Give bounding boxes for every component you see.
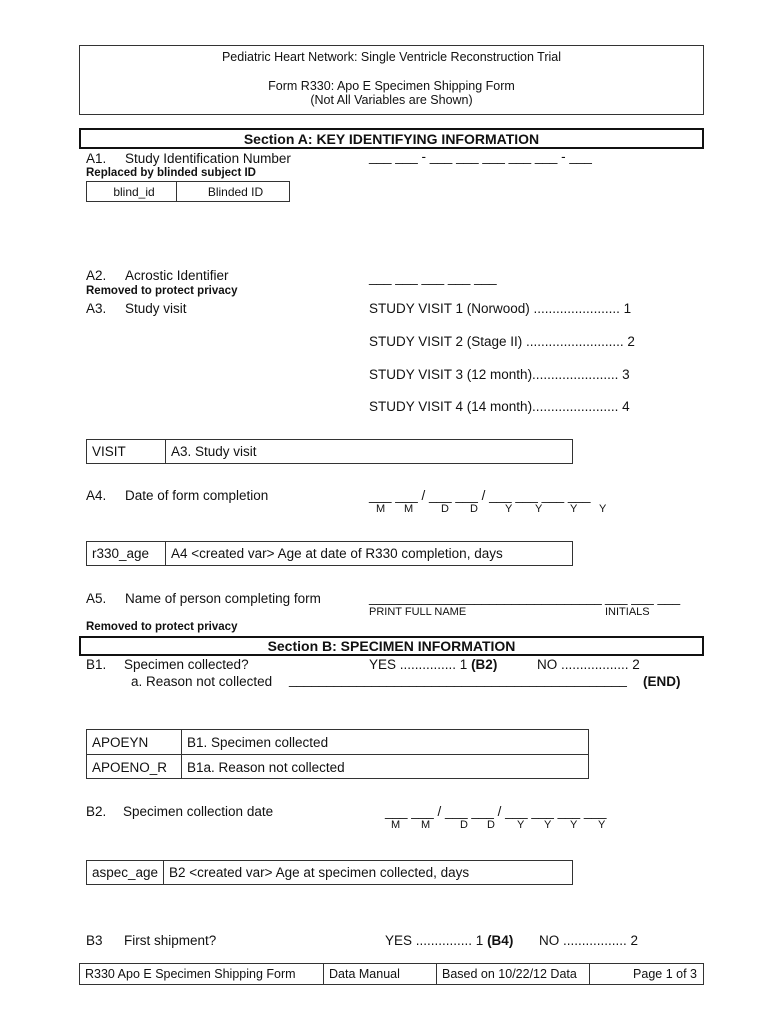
a1-var-desc: Blinded ID bbox=[207, 184, 264, 199]
b1-var-name: APOEYN bbox=[87, 730, 182, 754]
a4-date-letters bbox=[369, 503, 629, 517]
a3-var-name: VISIT bbox=[87, 440, 166, 463]
a5-initials-label: INITIALS bbox=[605, 606, 650, 618]
a3-label: Study visit bbox=[125, 301, 187, 316]
form-header bbox=[79, 45, 704, 115]
a4-letter: M bbox=[376, 503, 386, 515]
header-line3: (Not All Variables are Shown) bbox=[310, 93, 473, 107]
a4-letter: M bbox=[404, 503, 414, 515]
b3-yes-text: YES ............... 1 bbox=[385, 933, 484, 948]
b1-no-option[interactable]: NO .................. 2 bbox=[537, 657, 640, 672]
b2-date-letters bbox=[385, 819, 625, 833]
b1-var-desc: B1. Specimen collected bbox=[187, 734, 329, 750]
a3-variable-table bbox=[86, 439, 573, 464]
a2-number: A2. bbox=[86, 268, 107, 283]
b1-var-row bbox=[87, 730, 588, 755]
a4-var-desc: A4 <created var> Age at date of R330 completion, days bbox=[171, 546, 503, 561]
a3-number: A3. bbox=[86, 301, 107, 316]
a3-var-desc: A3. Study visit bbox=[171, 444, 257, 459]
footer-form: R330 Apo E Specimen Shipping Form bbox=[80, 964, 324, 984]
a5-label: Name of person completing form bbox=[125, 591, 321, 606]
b1a-var-name: APOENO_R bbox=[87, 755, 182, 779]
b2-letter: Y bbox=[544, 819, 552, 831]
a5-name-blank[interactable]: _______________________________ bbox=[369, 590, 602, 605]
footer-manual: Data Manual bbox=[324, 964, 437, 984]
a4-number: A4. bbox=[86, 488, 107, 503]
a1-number: A1. bbox=[86, 151, 107, 166]
b2-letter: M bbox=[391, 819, 401, 831]
b2-number: B2. bbox=[86, 804, 107, 819]
a1-label: Study Identification Number bbox=[125, 151, 291, 166]
section-a-title: Section A: KEY IDENTIFYING INFORMATION bbox=[79, 128, 704, 149]
a5-print-label: PRINT FULL NAME bbox=[369, 606, 467, 618]
b1a-label: a. Reason not collected bbox=[131, 674, 273, 689]
a4-date-blank[interactable]: ___ ___ / ___ ___ / ___ ___ ___ ___ bbox=[369, 488, 591, 503]
b1a-var-desc: B1a. Reason not collected bbox=[187, 759, 345, 775]
b2-letter: Y bbox=[570, 819, 578, 831]
b3-label: First shipment? bbox=[124, 933, 217, 948]
b2-var-name: aspec_age bbox=[87, 861, 164, 884]
b1-yes-skip: (B2) bbox=[471, 657, 498, 672]
page-footer bbox=[79, 963, 704, 985]
header-line1: Pediatric Heart Network: Single Ventricle Reconstruction Trial bbox=[221, 50, 562, 64]
b2-variable-table bbox=[86, 860, 573, 885]
a5-number: A5. bbox=[86, 591, 107, 606]
b2-label: Specimen collection date bbox=[123, 804, 274, 819]
a2-label: Acrostic Identifier bbox=[125, 268, 229, 283]
b2-letter: D bbox=[487, 819, 495, 831]
b2-letter: Y bbox=[598, 819, 606, 831]
b1a-skip: (END) bbox=[643, 674, 681, 689]
a4-letter: Y bbox=[535, 503, 543, 515]
a1-variable-table bbox=[86, 181, 290, 202]
b1-variable-table bbox=[86, 729, 589, 779]
a3-option-3[interactable]: STUDY VISIT 3 (12 month)....................... 3 bbox=[369, 367, 630, 382]
a1-note: Replaced by blinded subject ID bbox=[86, 167, 256, 179]
section-b-title: Section B: SPECIMEN INFORMATION bbox=[79, 636, 704, 656]
b1-yes-text: YES ............... 1 bbox=[369, 657, 468, 672]
b1a-reason-blank[interactable]: _____________________________________________ bbox=[289, 672, 627, 687]
footer-based: Based on 10/22/12 Data bbox=[437, 964, 590, 984]
a1-id-blank[interactable]: ___ ___ - ___ ___ ___ ___ ___ - ___ bbox=[369, 149, 592, 164]
b3-number: B3 bbox=[86, 933, 103, 948]
a4-letter: Y bbox=[599, 503, 607, 515]
a4-letter: D bbox=[470, 503, 478, 515]
b3-no-option[interactable]: NO ................. 2 bbox=[539, 933, 639, 948]
a1-var-name: blind_id bbox=[87, 182, 177, 201]
b2-letter: D bbox=[460, 819, 468, 831]
a4-letter: Y bbox=[505, 503, 513, 515]
b2-date-blank[interactable]: ___ ___ / ___ ___ / ___ ___ ___ ___ bbox=[385, 804, 607, 819]
b1-number: B1. bbox=[86, 657, 107, 672]
a3-option-1[interactable]: STUDY VISIT 1 (Norwood) ....................... 1 bbox=[369, 301, 632, 316]
b1a-var-row bbox=[87, 755, 588, 779]
b3-yes-skip: (B4) bbox=[487, 933, 514, 948]
a4-variable-table bbox=[86, 541, 573, 566]
header-line2: Form R330: Apo E Specimen Shipping Form bbox=[268, 79, 515, 93]
b2-letter: Y bbox=[517, 819, 525, 831]
b2-var-desc: B2 <created var> Age at specimen collected, days bbox=[169, 865, 470, 880]
b3-yes-option[interactable] bbox=[385, 933, 513, 948]
a5-note: Removed to protect privacy bbox=[86, 621, 238, 633]
footer-page: Page 1 of 3 bbox=[633, 967, 697, 981]
a3-option-2[interactable]: STUDY VISIT 2 (Stage II) .......................... 2 bbox=[369, 334, 635, 349]
b1-yes-option[interactable] bbox=[369, 657, 497, 672]
b2-letter: M bbox=[421, 819, 431, 831]
a4-label: Date of form completion bbox=[125, 488, 269, 503]
a5-initials-blank[interactable]: ___ ___ ___ bbox=[605, 590, 681, 605]
a2-note: Removed to protect privacy bbox=[86, 285, 238, 297]
b1-label: Specimen collected? bbox=[124, 657, 249, 672]
a4-letter: Y bbox=[570, 503, 578, 515]
a3-option-4[interactable]: STUDY VISIT 4 (14 month)....................... 4 bbox=[369, 399, 630, 414]
a4-var-name: r330_age bbox=[87, 542, 166, 565]
a4-letter: D bbox=[441, 503, 449, 515]
a2-acrostic-blank[interactable]: ___ ___ ___ ___ ___ bbox=[369, 270, 497, 285]
